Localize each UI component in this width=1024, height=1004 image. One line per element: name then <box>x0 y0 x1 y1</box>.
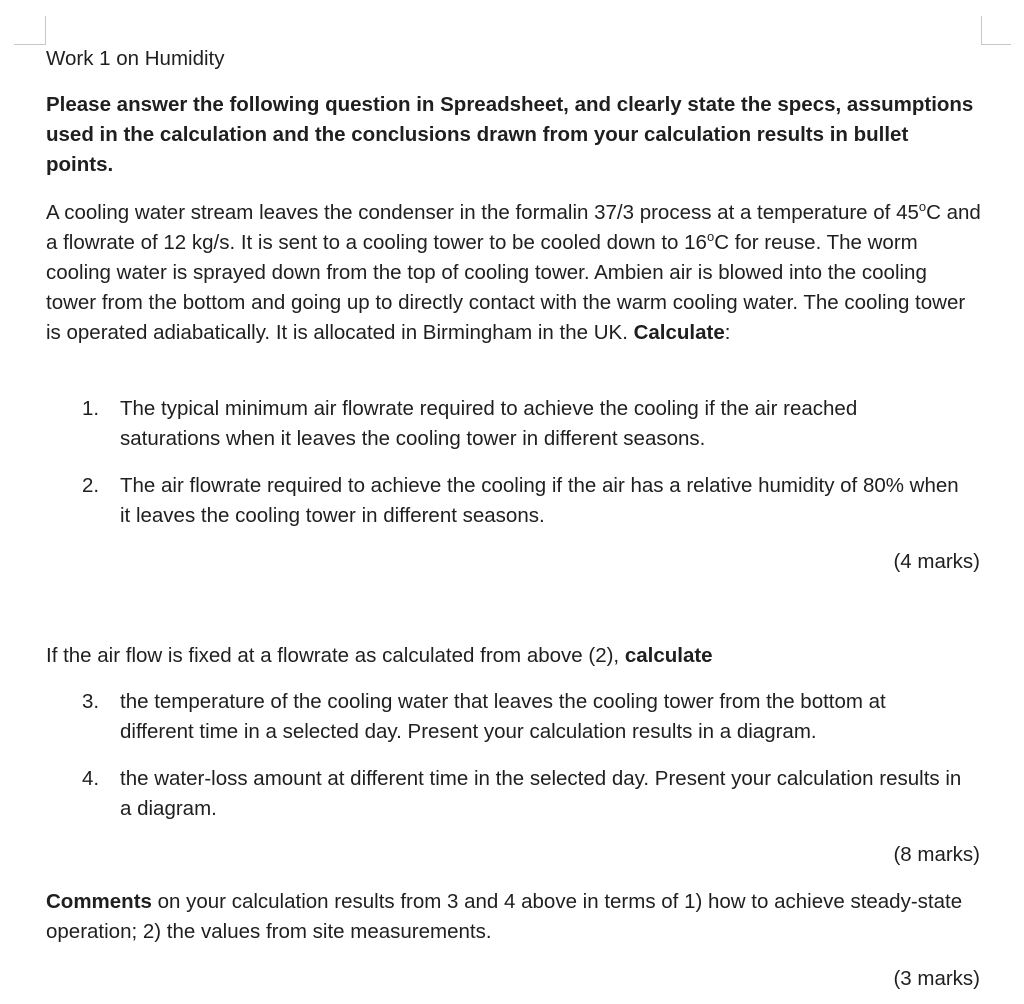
list-item-number: 4. <box>82 767 100 790</box>
list-item-text: the water-loss amount at different time in the selected day. Present your calculation results in a diagram. <box>120 767 962 820</box>
list-item-number: 1. <box>82 397 100 420</box>
comments-paragraph <box>46 887 981 947</box>
margin-mark-top-left-horizontal <box>14 44 46 45</box>
list-item-text: The air flowrate required to achieve the cooling if the air has a relative humidity of 80% when it leaves the cooling tower in different seasons. <box>120 474 959 527</box>
problem-text-part2: C and a flowrate of 12 kg/s. It is sent to a cooling tower to be cooled down to 16 <box>46 201 981 254</box>
document-title-text: Work 1 on Humidity <box>46 47 225 70</box>
comments-text: on your calculation results from 3 and 4 above in terms of 1) how to achieve steady-state operation; 2) the values from site measurements. <box>46 890 963 943</box>
fixed-flow-paragraph <box>46 641 981 671</box>
list-item <box>82 687 962 747</box>
degree-superscript-2: o <box>706 229 715 245</box>
fixed-flow-text: If the air flow is fixed at a flowrate as calculated from above (2), <box>46 644 625 667</box>
marks-label-second: (8 marks) <box>893 843 980 866</box>
document-title <box>46 44 981 74</box>
instructions-paragraph <box>46 90 981 180</box>
calculate-colon: : <box>724 321 731 344</box>
instructions-text: Please answer the following question in Spreadsheet, and clearly state the specs, assumptions used in the calculation and the conclusions drawn from your calculation results in bullet points. <box>46 93 974 176</box>
list-item-number: 2. <box>82 474 100 497</box>
list-item <box>82 394 962 454</box>
marks-label-third: (3 marks) <box>893 967 980 990</box>
margin-mark-top-right-vertical <box>981 16 982 45</box>
list-item <box>82 764 962 824</box>
list-item-text: the temperature of the cooling water that leaves the cooling tower from the bottom at different time in a selected day. Present your calculation results in a diagram. <box>120 690 886 743</box>
margin-mark-top-left-vertical <box>45 16 46 45</box>
list-item <box>82 471 962 531</box>
calculate-label: Calculate <box>633 321 725 344</box>
comments-label: Comments <box>46 890 152 913</box>
problem-paragraph <box>46 198 981 348</box>
problem-text-part3: C for reuse. The worm cooling water is sprayed down from the top of cooling tower. Ambien air is blowed into the cooling tower from the bottom and going up to directly contact with the warm cooling water. The cooling tower is operated adiabatically. It is allocated in Birmingham in the UK. <box>46 231 966 344</box>
calculate-label-lower: calculate <box>624 644 713 667</box>
problem-text-part1: A cooling water stream leaves the condenser in the formalin 37/3 process at a temperature of 45 <box>46 201 919 224</box>
margin-mark-top-right-horizontal <box>981 44 1011 45</box>
marks-label-first: (4 marks) <box>893 550 980 573</box>
list-item-text: The typical minimum air flowrate required to achieve the cooling if the air reached saturations when it leaves the cooling tower in different seasons. <box>120 397 858 450</box>
degree-superscript-1: o <box>918 199 927 215</box>
list-item-number: 3. <box>82 690 100 713</box>
